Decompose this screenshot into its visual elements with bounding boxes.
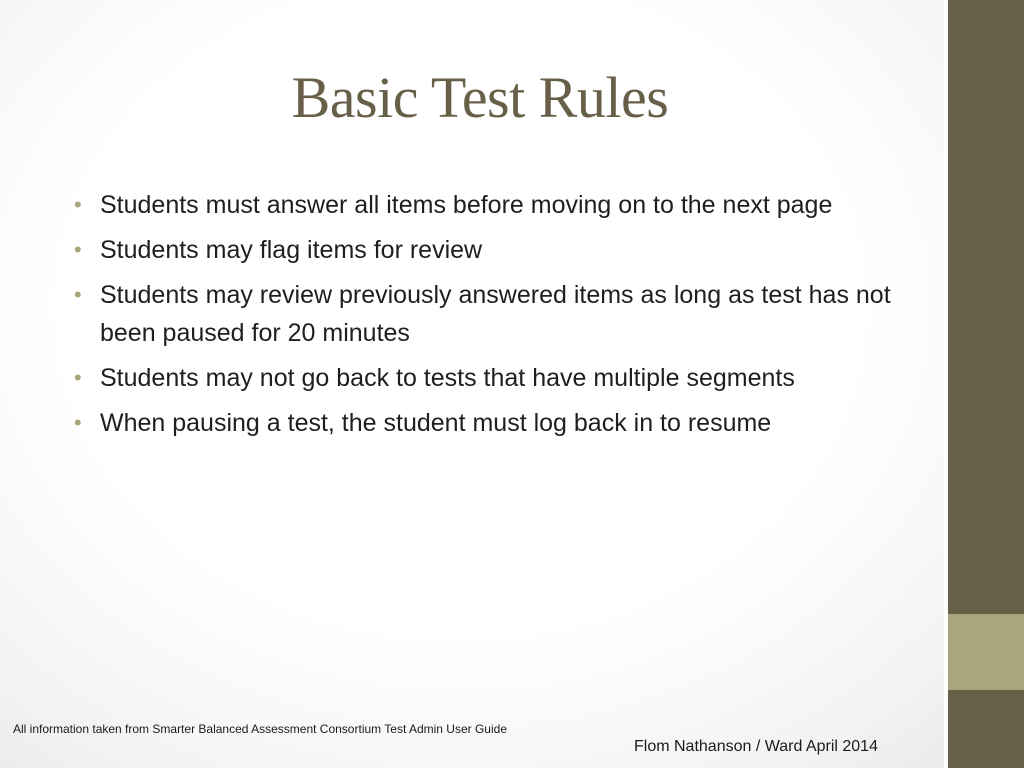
sidebar-accent-block	[948, 614, 1024, 690]
bullet-dot-icon: •	[74, 365, 82, 390]
bullet-item	[72, 231, 892, 269]
bullet-dot-icon: •	[74, 410, 82, 435]
bullet-dot-icon: •	[74, 237, 82, 262]
source-note: All information taken from Smarter Balanced Assessment Consortium Test Admin User Guide	[13, 722, 507, 736]
bullet-item	[72, 276, 892, 352]
bullet-item	[72, 404, 892, 442]
bullet-text: Students may flag items for review	[100, 236, 483, 264]
bullet-item	[72, 359, 892, 397]
bullet-text: When pausing a test, the student must log back in to resume	[100, 409, 772, 437]
footer-credit: Flom Nathanson / Ward April 2014	[634, 738, 878, 755]
bullet-dot-icon: •	[74, 192, 82, 217]
slide-title: Basic Test Rules	[291, 65, 669, 130]
bullet-item	[72, 186, 892, 224]
bullet-text: Students may not go back to tests that have multiple segments	[100, 364, 795, 392]
bullet-list	[72, 186, 892, 449]
bullet-dot-icon: •	[74, 282, 82, 307]
bullet-text: Students must answer all items before moving on to the next page	[100, 191, 833, 219]
bullet-text: Students may review previously answered items as long as test has not been paused for 20 minutes	[100, 281, 891, 347]
